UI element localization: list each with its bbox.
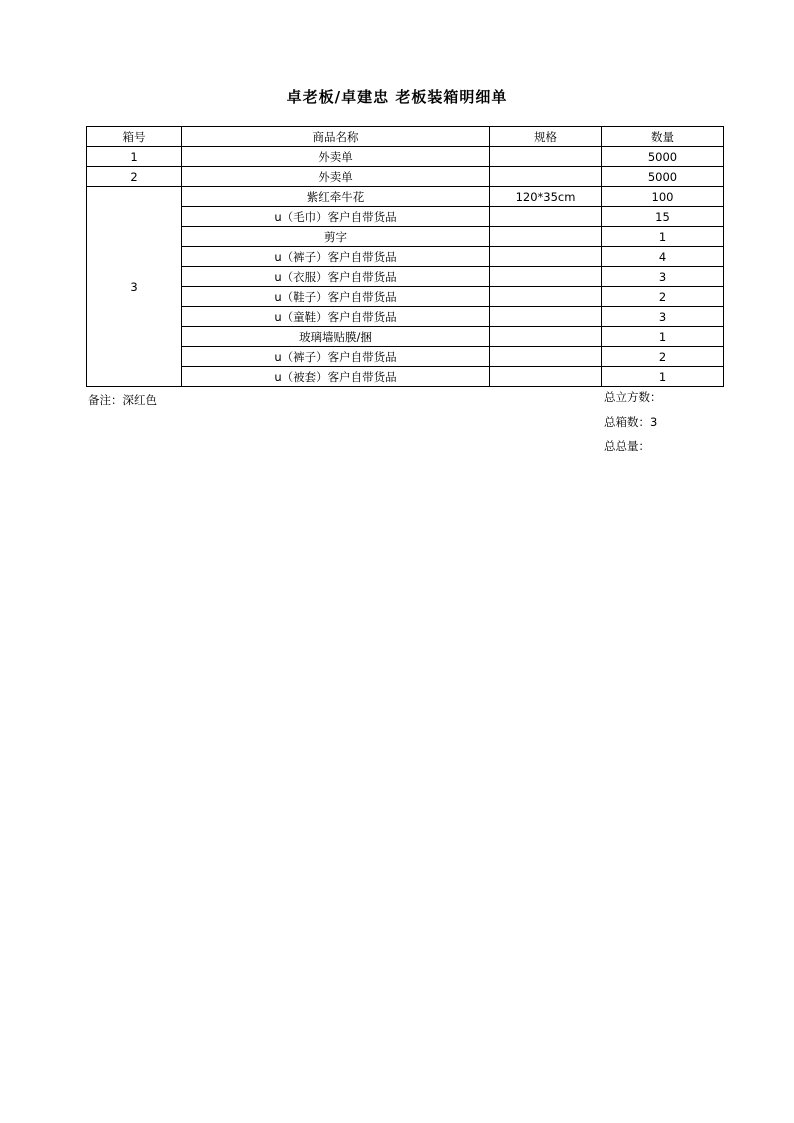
spec-cell	[490, 307, 602, 327]
quantity-cell: 1	[602, 327, 724, 347]
quantity-cell: 5000	[602, 147, 724, 167]
quantity-cell: 2	[602, 347, 724, 367]
spec-cell	[490, 227, 602, 247]
spec-cell	[490, 267, 602, 287]
table-row	[87, 207, 724, 227]
quantity-cell: 3	[602, 307, 724, 327]
header-box-number: 箱号	[87, 127, 182, 147]
product-name-cell: 紫红牵牛花	[182, 187, 490, 207]
total-volume-label: 总立方数：	[604, 390, 662, 404]
table-row	[87, 147, 724, 167]
product-name-cell: u（童鞋）客户自带货品	[182, 307, 490, 327]
spec-cell	[490, 167, 602, 187]
table-header-row	[87, 127, 724, 147]
header-specification: 规格	[490, 127, 602, 147]
box-number-cell: 2	[87, 167, 182, 187]
quantity-cell: 4	[602, 247, 724, 267]
box-number-cell: 3	[87, 187, 182, 387]
table-row	[87, 347, 724, 367]
quantity-cell: 5000	[602, 167, 724, 187]
spec-cell	[490, 147, 602, 167]
spec-cell	[490, 287, 602, 307]
quantity-cell: 1	[602, 227, 724, 247]
table-row	[87, 287, 724, 307]
table-row	[87, 247, 724, 267]
total-boxes-label: 总箱数：3	[604, 415, 658, 429]
spec-cell: 120*35cm	[490, 187, 602, 207]
product-name-cell: 玻璃墙贴膜/捆	[182, 327, 490, 347]
product-name-cell: u（裤子）客户自带货品	[182, 247, 490, 267]
product-name-cell: u（衣服）客户自带货品	[182, 267, 490, 287]
quantity-cell: 3	[602, 267, 724, 287]
quantity-cell: 2	[602, 287, 724, 307]
spec-cell	[490, 367, 602, 387]
header-quantity: 数量	[602, 127, 724, 147]
spec-cell	[490, 327, 602, 347]
table-row	[87, 167, 724, 187]
product-name-cell: u（被套）客户自带货品	[182, 367, 490, 387]
product-name-cell: u（毛巾）客户自带货品	[182, 207, 490, 227]
product-name-cell: 剪字	[182, 227, 490, 247]
table-row	[87, 307, 724, 327]
total-weight-label: 总总量：	[604, 439, 650, 453]
header-product-name: 商品名称	[182, 127, 490, 147]
table-row	[87, 227, 724, 247]
remark-note: 备注：深红色	[88, 393, 157, 407]
quantity-cell: 1	[602, 367, 724, 387]
product-name-cell: 外卖单	[182, 167, 490, 187]
product-name-cell: 外卖单	[182, 147, 490, 167]
table-row	[87, 187, 724, 207]
quantity-cell: 15	[602, 207, 724, 227]
quantity-cell: 100	[602, 187, 724, 207]
document-title: 卓老板/卓建忠 老板装箱明细单	[286, 88, 508, 106]
spec-cell	[490, 247, 602, 267]
spec-cell	[490, 347, 602, 367]
table-row	[87, 267, 724, 287]
spec-cell	[490, 207, 602, 227]
product-name-cell: u（鞋子）客户自带货品	[182, 287, 490, 307]
box-number-cell: 1	[87, 147, 182, 167]
packing-list-table	[86, 126, 724, 387]
table-row	[87, 327, 724, 347]
table-row	[87, 367, 724, 387]
product-name-cell: u（裤子）客户自带货品	[182, 347, 490, 367]
